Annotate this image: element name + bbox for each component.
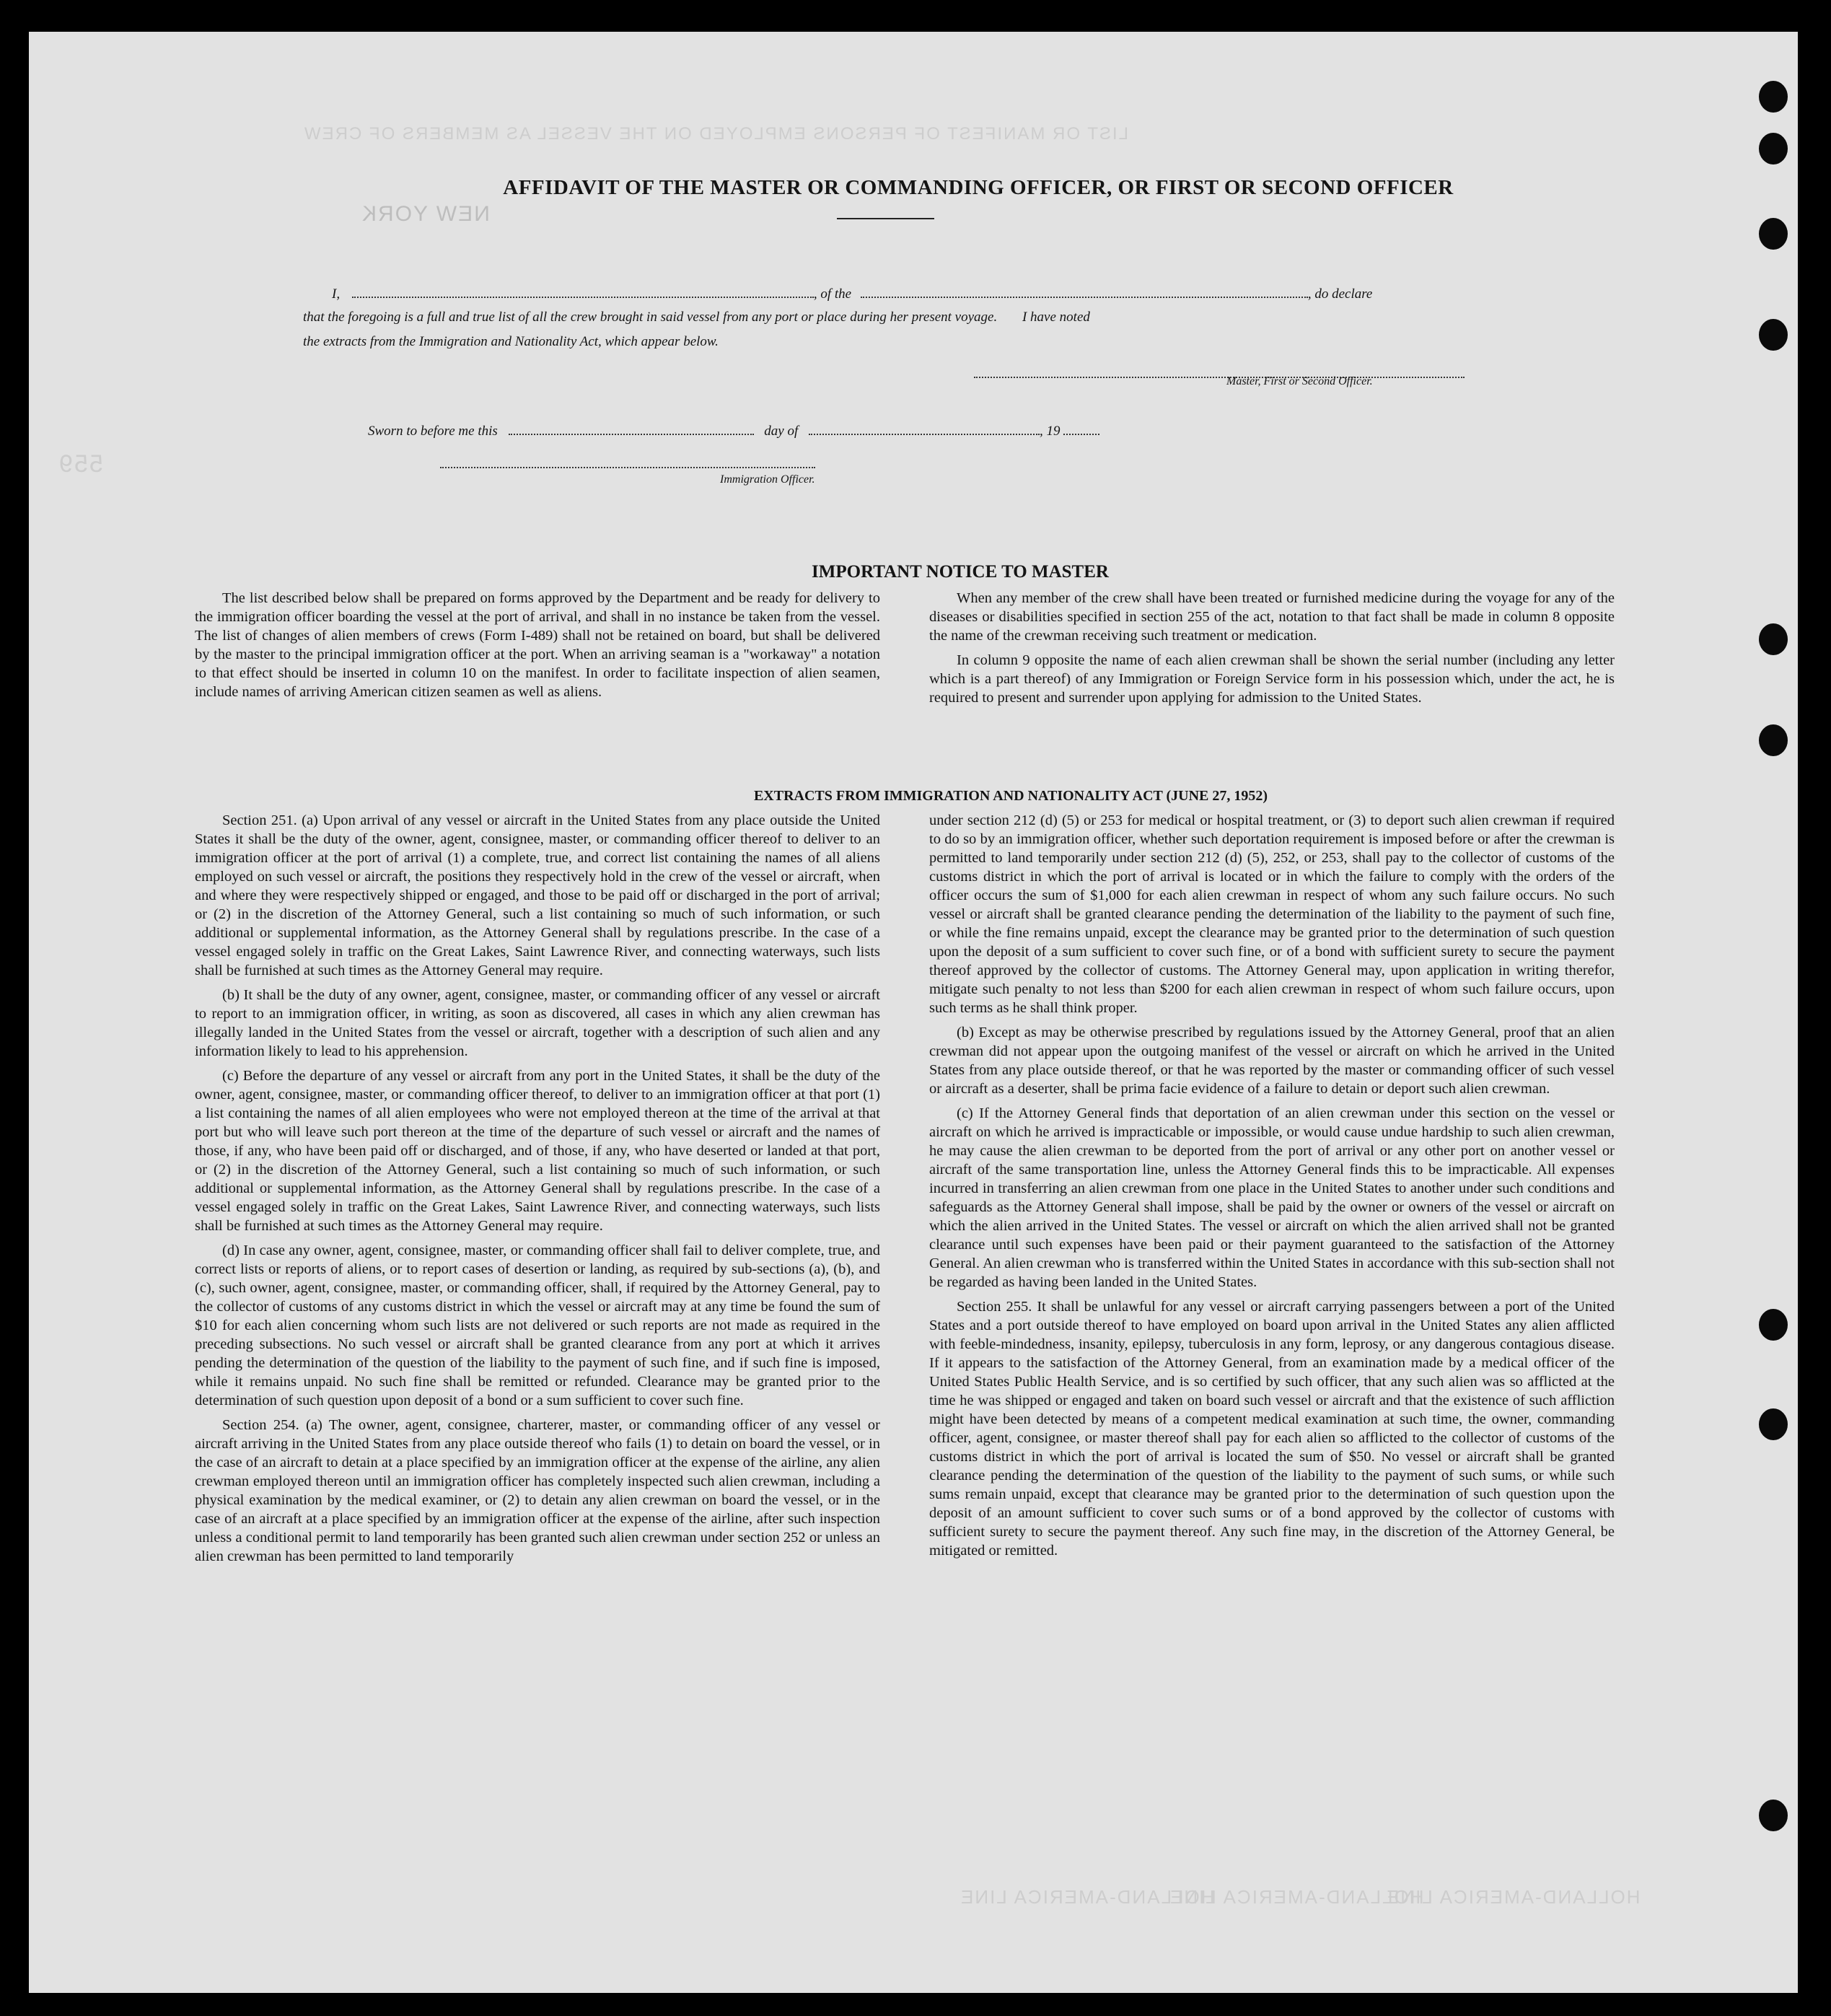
year-label: , 19 <box>1040 424 1061 439</box>
notice-paragraph: In column 9 opposite the name of each alien crewman shall be shown the serial number (including any letter which is a part thereof) of any Immigration or Foreign Service form in his possession which, under the act, he is required to present and surrender upon applying for admission to the United States. <box>929 652 1615 706</box>
affidavit-title: AFFIDAVIT OF THE MASTER OR COMMANDING OFFICER, OR FIRST OR SECOND OFFICER <box>503 176 1454 199</box>
punch-hole <box>1759 133 1788 165</box>
master-signature-caption: Master, First or Second Officer. <box>1226 375 1373 387</box>
extracts-right-column <box>929 811 1615 1566</box>
year-field[interactable] <box>1063 418 1099 435</box>
bleed-through-footer-2: HOLLAND-AMERICA LINE <box>1169 1886 1424 1908</box>
extract-paragraph: (c) Before the departure of any vessel or aircraft from any port in the United States, it shall be the duty of the owner, agent, consignee, master, or commanding officer thereof, to deliver to an immigration officer at that port (1) a list containing the names of all alien employees who were not employed thereon at the time of the arrival at that port but who will leave such port thereon at the time of the departure of such vessel or aircraft and the names of those, if any, who have been paid off or discharged, and of those, if any, who have deserted or landed at that port, or (2) in the discretion of the Attorney General, such a list containing so much of such information, or such additional or supplemental information, as the Attorney General shall by regulations prescribe. In the case of a vessel engaged solely in traffic on the Great Lakes, Saint Lawrence River, and connecting waterways, such lists shall be furnished at such times as the Attorney General may require. <box>195 1068 880 1234</box>
extract-paragraph: Section 254. (a) The owner, agent, consignee, charterer, master, or commanding officer of any vessel or aircraft arriving in the United States from any place outside thereof who fails (1) to detain on board the vessel, or in the case of an aircraft to detain at a place specified by an immigration officer at the expense of the airline, any alien crewman employed thereon until an immigration officer has completely inspected such alien crewman, including a physical examination by the medical examiner, or (2) to detain any alien crewman on board the vessel, or in the case of an aircraft at a place specified by an immigration officer at the expense of the airline, after such inspection unless a conditional permit to land temporarily has been granted such alien crewman under section 252 or unless an alien crewman has been permitted to land temporarily <box>195 1417 880 1564</box>
punch-hole <box>1759 1408 1788 1440</box>
title-underline <box>837 218 934 219</box>
day-of-label: day of <box>764 424 799 439</box>
punch-hole <box>1759 724 1788 756</box>
sworn-line <box>368 418 1099 439</box>
extract-paragraph: (b) Except as may be otherwise prescribed by regulations issued by the Attorney General, proof that an alien crewman did not appear upon the outgoing manifest of the vessel or aircraft on which he arrived in the United States from any place outside thereof, or that he was reported by the master or commanding officer of such vessel or aircraft as a deserter, shall be prima facie evidence of a failure to detain or deport such alien crewman. <box>929 1025 1615 1097</box>
declaration-noted: I have noted <box>1022 310 1090 325</box>
bleed-through-header: LIST OR MANIFEST OF PERSONS EMPLOYED ON THE VESSEL AS MEMBERS OF CREW <box>303 124 1128 144</box>
binder-holes <box>1753 32 1798 1993</box>
punch-hole <box>1759 218 1788 250</box>
extracts-title: EXTRACTS FROM IMMIGRATION AND NATIONALITY ACT (JUNE 27, 1952) <box>753 788 1268 804</box>
master-signature-line[interactable] <box>974 371 1465 378</box>
master-name-field[interactable] <box>352 281 814 298</box>
punch-hole <box>1759 623 1788 655</box>
declaration-of-the: , of the <box>813 286 852 302</box>
punch-hole <box>1759 319 1788 351</box>
extract-paragraph: Section 255. It shall be unlawful for any vessel or aircraft carrying passengers between a port of the United States and a port outside thereof to have employed on board upon arrival in the United States any alien afflicted with feeble-mindedness, insanity, epilepsy, tuberculosis in any form, leprosy, or any dangerous contagious disease. If it appears to the satisfaction of the Attorney General, from an examination made by a medical officer of the United States Public Health Service, and is so certified by such officer, that any such alien was so afflicted at the time he was shipped or engaged and taken on board such vessel or aircraft and that the existence of such affliction might have been detected by means of a competent medical examination at such time, the owner, commanding officer, agent, consignee, or master thereof shall pay for each alien so afflicted to the collector of customs of the customs district in which the port of arrival is located the sum of $50. No vessel or aircraft shall be granted clearance pending the determination of the question of the liability to the payment of such sums, or while such sums remain unpaid, except that clearance may be granted prior to the determination of such question upon the deposit of an amount sufficient to cover such sums or of a bond approved by the collector of customs with sufficient surety to secure the payment thereof. Any such fine may, in the discretion of the Attorney General, be mitigated or remitted. <box>929 1299 1615 1559</box>
extracts-left-column <box>195 811 880 1572</box>
declaration-line-2: that the foregoing is a full and true list of all the crew brought in said vessel from any port or place during her present voyage. <box>303 310 998 325</box>
document-page <box>29 32 1798 1993</box>
bleed-through-page-number: 559 <box>58 450 103 478</box>
immigration-officer-signature-line[interactable] <box>440 461 815 468</box>
immigration-officer-caption: Immigration Officer. <box>720 473 815 486</box>
notice-left-column <box>195 589 880 707</box>
month-field[interactable] <box>809 418 1040 435</box>
extract-paragraph: (d) In case any owner, agent, consignee, master, or commanding officer shall fail to deliver complete, true, and correct lists or reports of aliens, or to report cases of desertion or landing, as required by sub-sections (a), (b), and (c), such owner, agent, consignee, master, or commanding officer, shall, if required by the Attorney General, pay to the collector of customs of any customs district in which the vessel or aircraft may at any time be found the sum of $10 for each alien concerning whom such lists are not delivered or such reports are not made as required in the preceding subsections. No such vessel or aircraft shall be granted clearance from any port at which it arrives pending the determination of the question of the liability to the payment of such fine, and if such fine is imposed, while it remains unpaid. No such fine shall be remitted or refunded. Clearance may be granted prior to the determination of such question upon deposit of a bond or a sum sufficient to cover such fine. <box>195 1243 880 1408</box>
punch-hole <box>1759 1800 1788 1831</box>
notice-paragraph: When any member of the crew shall have been treated or furnished medicine during the voyage for any of the diseases or disabilities specified in section 255 of the act, notation to that fact shall be made in column 8 opposite the name of the crewman receiving such treatment or medication. <box>929 590 1615 644</box>
extract-paragraph: (c) If the Attorney General finds that deportation of an alien crewman under this section on the vessel or aircraft on which he arrived is impracticable or impossible, or would cause undue hardship to such alien crewman, he may cause the alien crewman to be deported from the port of arrival or any other port on another vessel or aircraft of the same transportation line, unless the Attorney General finds this to be impracticable. All expenses incurred in transferring an alien crewman from one place in the United States to another under such conditions and safeguards as the Attorney General shall impose, shall be paid by the owner or owners of the vessel or aircraft on which the alien arrived in the United States. The vessel or aircraft on which the alien arrived shall not be granted clearance until such expenses have been paid or their payment guaranteed to the satisfaction of the Attorney General. An alien crewman who is transferred within the United States in accordance with this sub-section shall not be regarded as having been landed in the United States. <box>929 1105 1615 1290</box>
sworn-label: Sworn to before me this <box>368 424 498 439</box>
extract-paragraph: Section 251. (a) Upon arrival of any vessel or aircraft in the United States from any place outside the United States it shall be the duty of the owner, agent, consignee, master, or commanding officer thereof to deliver to an immigration officer at the port of arrival (1) a complete, true, and correct list containing the names of all aliens employed on such vessel or aircraft, the positions they respectively hold in the crew of the vessel or aircraft, when and where they were respectively shipped or engaged, and those to be paid off or discharged in the port of arrival; or (2) in the discretion of the Attorney General, such a list containing so much of such information, or such additional or supplemental information, as the Attorney General shall by regulations prescribe. In the case of a vessel engaged solely in traffic on the Great Lakes, Saint Lawrence River, and connecting waterways, such lists shall be furnished at such times as the Attorney General may require. <box>195 812 880 978</box>
punch-hole <box>1759 81 1788 113</box>
sworn-date-field[interactable] <box>509 418 754 435</box>
notice-right-column <box>929 589 1615 713</box>
bleed-through-footer-3: HOLLAND-AMERICA LINE <box>960 1886 1215 1908</box>
notice-paragraph: The list described below shall be prepared on forms approved by the Department and be ready for delivery to the immigration officer boarding the vessel at the port of arrival, and shall in no instance be taken from the vessel. The list of changes of alien members of crews (Form I-489) shall not be retained on board, but shall be delivered by the master to the principal immigration officer at the port. When an arriving seaman is a "workaway" a notation to that effect should be inserted in column 10 on the manifest. In order to facilitate inspection of alien seamen, include names of arriving American citizen seamen as well as aliens. <box>195 590 880 700</box>
notice-title: IMPORTANT NOTICE TO MASTER <box>812 562 1109 582</box>
punch-hole <box>1759 1309 1788 1341</box>
bleed-through-footer: HOLLAND-AMERICA LINE <box>1385 1886 1641 1908</box>
extract-paragraph: (b) It shall be the duty of any owner, agent, consignee, master, or commanding officer of any vessel or aircraft to report to an immigration officer, in writing, as soon as discovered, all cases in which any alien crewman has illegally landed in the United States from the vessel or aircraft, together with a description of such alien and any information likely to lead to his apprehension. <box>195 987 880 1059</box>
declaration-do-declare: , do declare <box>1307 286 1373 302</box>
declaration-block <box>303 281 1486 354</box>
bleed-through-new-york: NEW YORK <box>361 202 490 226</box>
declaration-i: I, <box>332 286 341 302</box>
vessel-name-field[interactable] <box>861 281 1308 298</box>
extract-paragraph: under section 212 (d) (5) or 253 for medical or hospital treatment, or (3) to deport such alien crewman if required to do so by an immigration officer, whether such deportation requirement is imposed before or after the crewman is permitted to land temporarily under section 212 (d) (5), 252, or 253, shall pay to the collector of customs of the customs district in which the port of arrival is located or in which the failure to comply with the orders of the officer occurs the sum of $1,000 for each alien crewman in respect of whom any such failure occurs. No such vessel or aircraft shall be granted clearance pending the determination of the liability to the payment of such fine, or while the fine remains unpaid, except the clearance may be granted prior to the determination of such question upon the deposit of a sum sufficient to cover such fine, or of a bond with sufficient surety to secure the payment thereof approved by the collector of customs. The Attorney General may, upon application in writing therefor, mitigate such penalty to not less than $200 for each alien crewman in respect of whom such failure occurs, upon such terms as he shall think proper. <box>929 812 1615 1016</box>
declaration-line-3: the extracts from the Immigration and Nationality Act, which appear below. <box>303 334 719 349</box>
